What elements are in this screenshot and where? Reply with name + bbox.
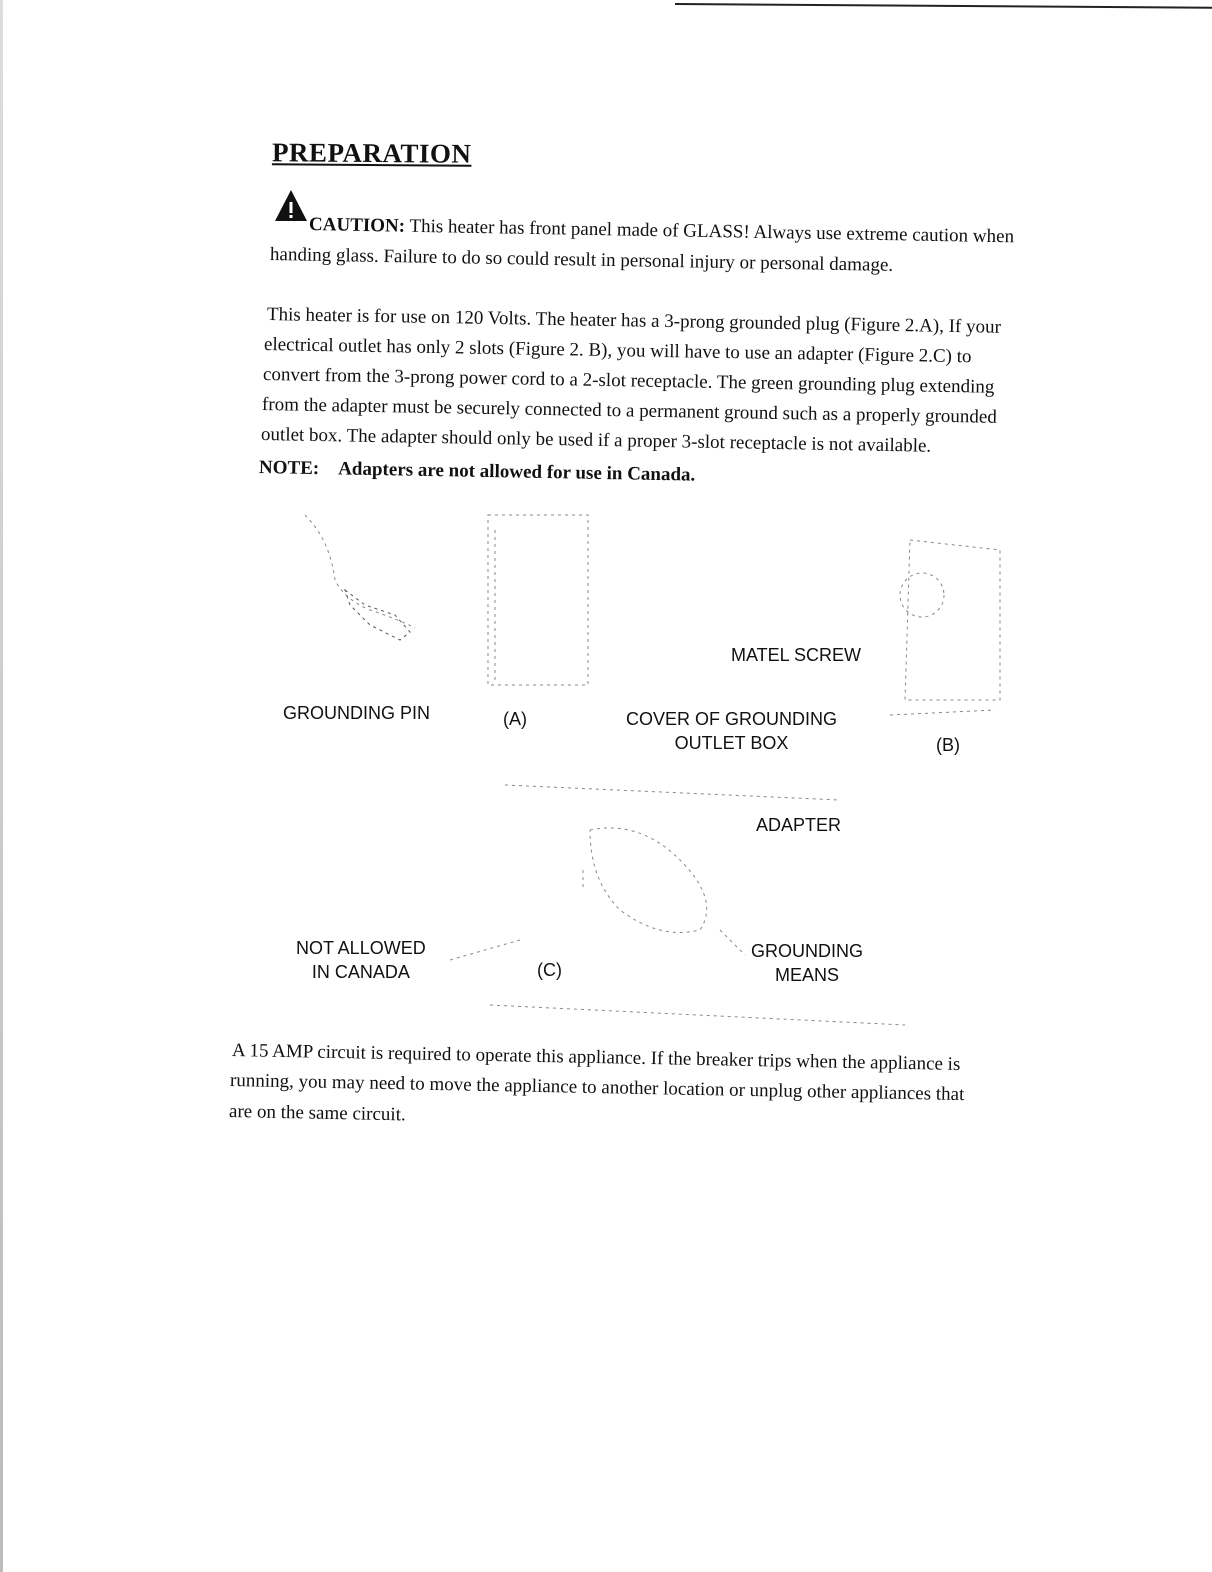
page-title: PREPARATION	[271, 137, 472, 169]
cover-line-2: OUTLET BOX	[674, 733, 789, 753]
footer-line-1: A 15 AMP circuit is required to operate this appliance. If the breaker trips when the appliance is	[231, 1040, 961, 1075]
grounding-means-line-2: MEANS	[774, 965, 839, 985]
note-text: Adapters are not allowed for use in Canada.	[338, 458, 696, 486]
label-figure-a: (A)	[503, 709, 527, 729]
label-not-allowed-in-canada	[296, 936, 426, 984]
label-adapter: ADAPTER	[756, 815, 842, 835]
footer-line-2: running, you may need to move the appliance to another location or unplug other appliances that	[229, 1070, 965, 1106]
label-grounding-means	[751, 939, 863, 987]
caution-text: This heater has front panel made of GLASS! Always use extreme caution when	[409, 215, 1015, 248]
label-figure-b: (B)	[936, 735, 960, 755]
footer-line-3: are on the same circuit.	[228, 1101, 406, 1126]
not-allowed-line-2: IN CANADA	[311, 962, 410, 982]
label-cover-of-grounding-outlet-box	[626, 707, 837, 755]
body-line-2: electrical outlet has only 2 slots (Figure 2. B), you will have to use an adapter (Figure 2.C) to	[263, 334, 972, 368]
caution-label: CAUTION:	[308, 214, 406, 237]
body-line-5: outlet box. The adapter should only be used if a proper 3-slot receptacle is not available.	[260, 424, 932, 457]
plug-sketch-icon	[305, 515, 415, 640]
label-figure-c: (C)	[537, 960, 562, 980]
note-label: NOTE:	[258, 457, 320, 480]
outlet-plate-a-sketch	[488, 515, 588, 685]
outlet-box-b-sketch	[890, 540, 1000, 715]
caution-line-2: handing glass. Failure to do so could result in personal injury or personal damage.	[269, 244, 894, 276]
label-grounding-pin: GROUNDING PIN	[283, 703, 431, 723]
cover-line-1: COVER OF GROUNDING	[626, 709, 838, 729]
body-line-3: convert from the 3-prong power cord to a 2-slot receptacle. The green grounding plug extending	[262, 364, 995, 398]
not-allowed-line-1: NOT ALLOWED	[296, 938, 426, 958]
body-line-1: This heater is for use on 120 Volts. The heater has a 3-prong grounded plug (Figure 2.A), If your	[266, 304, 1002, 338]
grounding-means-line-1: GROUNDING	[751, 941, 863, 961]
body-line-4: from the adapter must be securely connected to a permanent ground such as a properly grounded	[261, 394, 998, 428]
label-matel-screw: MATEL SCREW	[731, 645, 862, 665]
